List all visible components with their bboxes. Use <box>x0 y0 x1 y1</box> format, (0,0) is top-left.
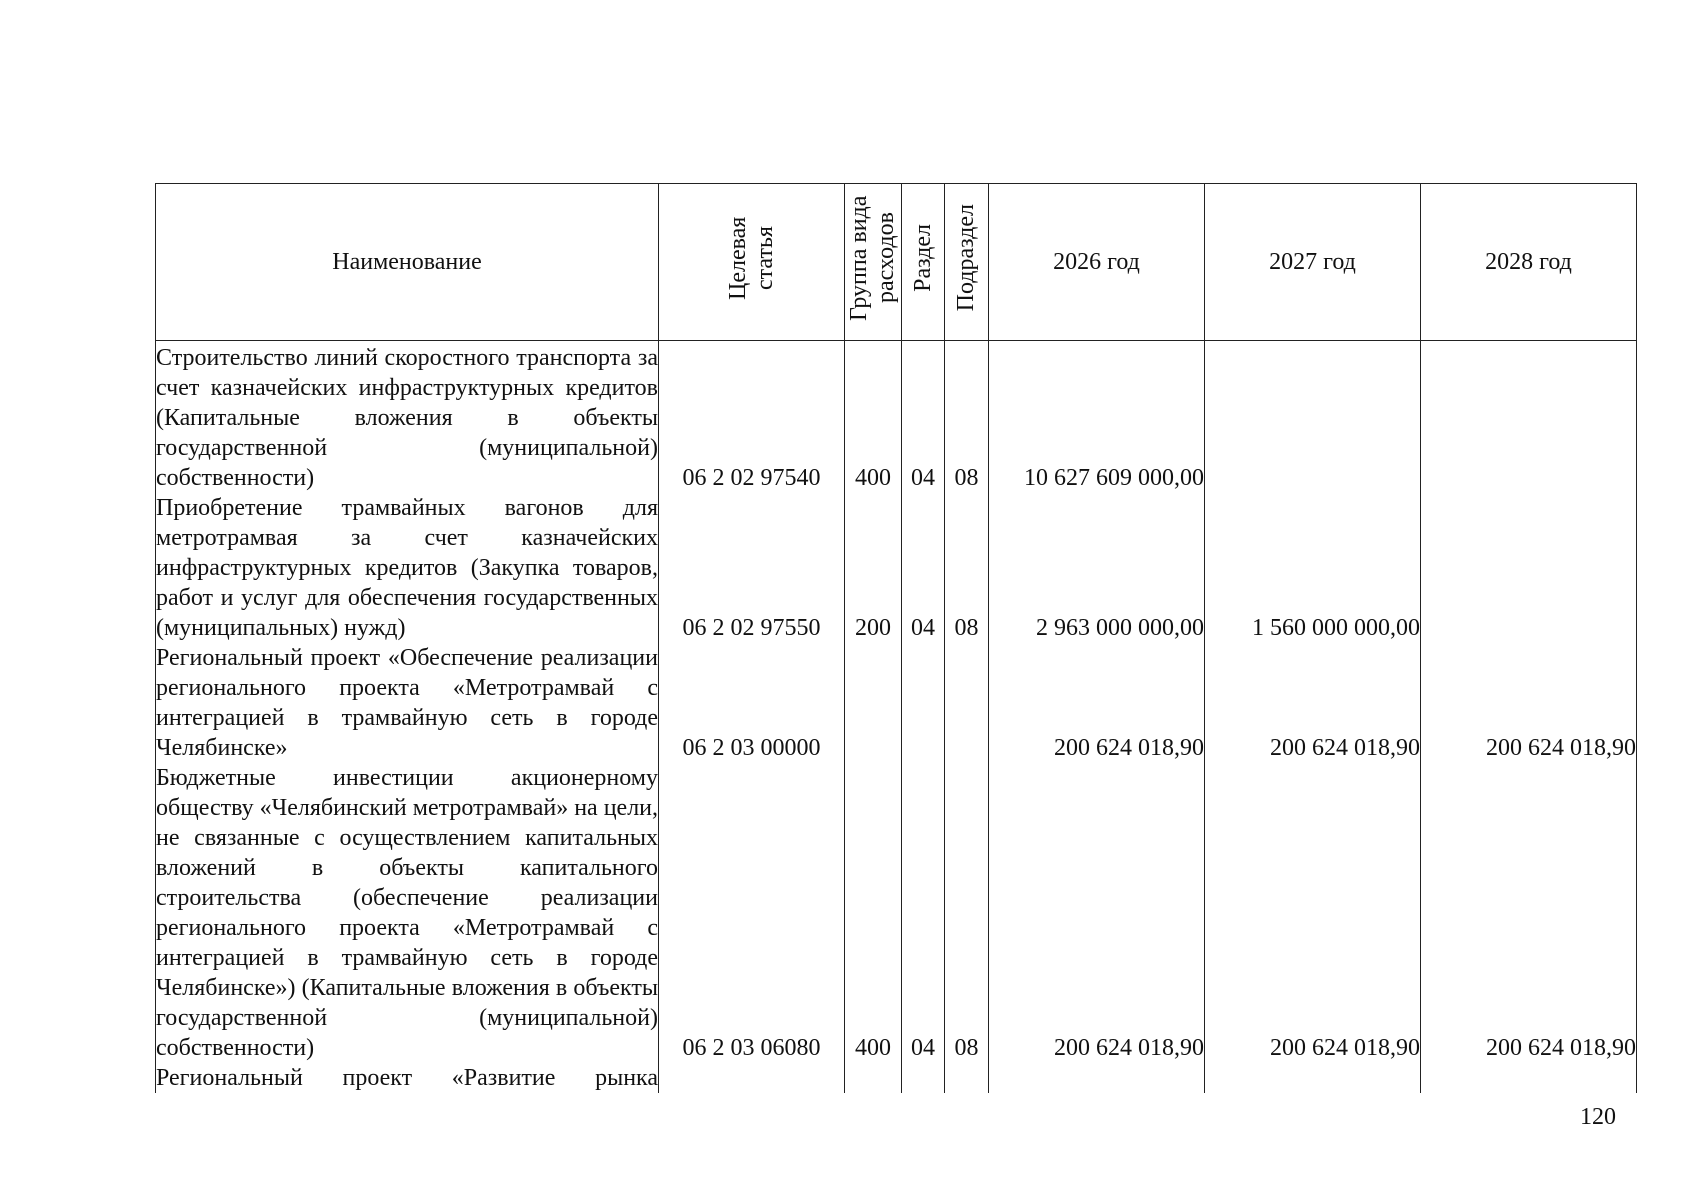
row-2028 <box>1421 341 1637 493</box>
row-2026: 2 963 000 000,00 <box>989 493 1205 643</box>
row-subsection: 08 <box>945 341 989 493</box>
page-number: 120 <box>1580 1104 1616 1130</box>
header-2026: 2026 год <box>989 184 1205 341</box>
row-2027: 200 624 018,90 <box>1205 763 1421 1063</box>
row-2028: 200 624 018,90 <box>1421 643 1637 763</box>
header-2028: 2028 год <box>1421 184 1637 341</box>
row-expense-group <box>845 643 902 763</box>
empty-cell <box>845 1063 902 1093</box>
header-2027: 2027 год <box>1205 184 1421 341</box>
row-target-article: 06 2 03 06080 <box>659 763 845 1063</box>
row-subsection: 08 <box>945 763 989 1063</box>
row-subsection: 08 <box>945 493 989 643</box>
empty-cell <box>1421 1063 1637 1093</box>
row-2026: 200 624 018,90 <box>989 763 1205 1063</box>
row-section: 04 <box>902 763 945 1063</box>
row-2028 <box>1421 493 1637 643</box>
row-2028: 200 624 018,90 <box>1421 763 1637 1063</box>
row-section: 04 <box>902 341 945 493</box>
row-name-continued <box>156 1063 659 1093</box>
row-2026: 200 624 018,90 <box>989 643 1205 763</box>
continued-row-name: Региональный проект «Развитие рынка <box>156 1064 658 1091</box>
row-target-article: 06 2 03 00000 <box>659 643 845 763</box>
table-row <box>156 763 1637 1063</box>
row-subsection <box>945 643 989 763</box>
row-name: Приобретение трамвайных вагонов для метротрамвая за счет казначейских инфраструктурных кредитов (Закупка товаров, работ и услуг для обеспечения государственных (муниципальных) нужд) <box>156 494 658 641</box>
row-expense-group: 400 <box>845 341 902 493</box>
header-subsection: Подраздел <box>945 184 989 341</box>
table-row <box>156 493 1637 643</box>
row-name: Региональный проект «Обеспечение реализации регионального проекта «Метротрамвай с интеграцией в трамвайную сеть в городе Челябинске» <box>156 644 658 761</box>
empty-cell <box>1205 1063 1421 1093</box>
header-target-article: Целевая статья <box>659 184 845 341</box>
row-expense-group: 400 <box>845 763 902 1063</box>
header-row <box>156 184 1637 341</box>
budget-table <box>155 183 1637 1093</box>
row-2027: 1 560 000 000,00 <box>1205 493 1421 643</box>
row-2026: 10 627 609 000,00 <box>989 341 1205 493</box>
row-2027 <box>1205 341 1421 493</box>
row-name: Строительство линий скоростного транспорта за счет казначейских инфраструктурных кредитов (Капитальные вложения в объекты государственной (муниципальной) собственности) <box>156 341 659 493</box>
empty-cell <box>902 1063 945 1093</box>
row-expense-group: 200 <box>845 493 902 643</box>
empty-cell <box>945 1063 989 1093</box>
row-section <box>902 643 945 763</box>
header-section: Раздел <box>902 184 945 341</box>
empty-cell <box>989 1063 1205 1093</box>
row-target-article: 06 2 02 97540 <box>659 341 845 493</box>
header-name: Наименование <box>156 184 659 341</box>
table-row <box>156 341 1637 493</box>
row-target-article: 06 2 02 97550 <box>659 493 845 643</box>
empty-cell <box>659 1063 845 1093</box>
table-row <box>156 643 1637 763</box>
row-2027: 200 624 018,90 <box>1205 643 1421 763</box>
header-expense-group: Группа вида расходов <box>845 184 902 341</box>
row-section: 04 <box>902 493 945 643</box>
table-row-continued <box>156 1063 1637 1093</box>
row-name: Бюджетные инвестиции акционерному обществу «Челябинский метротрамвай» на цели, не связанные с осуществлением капитальных вложений в объекты капитального строительства (обеспечение реализации регионального проекта «Метротрамвай с интеграцией в трамвайную сеть в городе Челябинске») (Капитальные вложения в объекты государственной (муниципальной) собственности) <box>156 764 659 1061</box>
